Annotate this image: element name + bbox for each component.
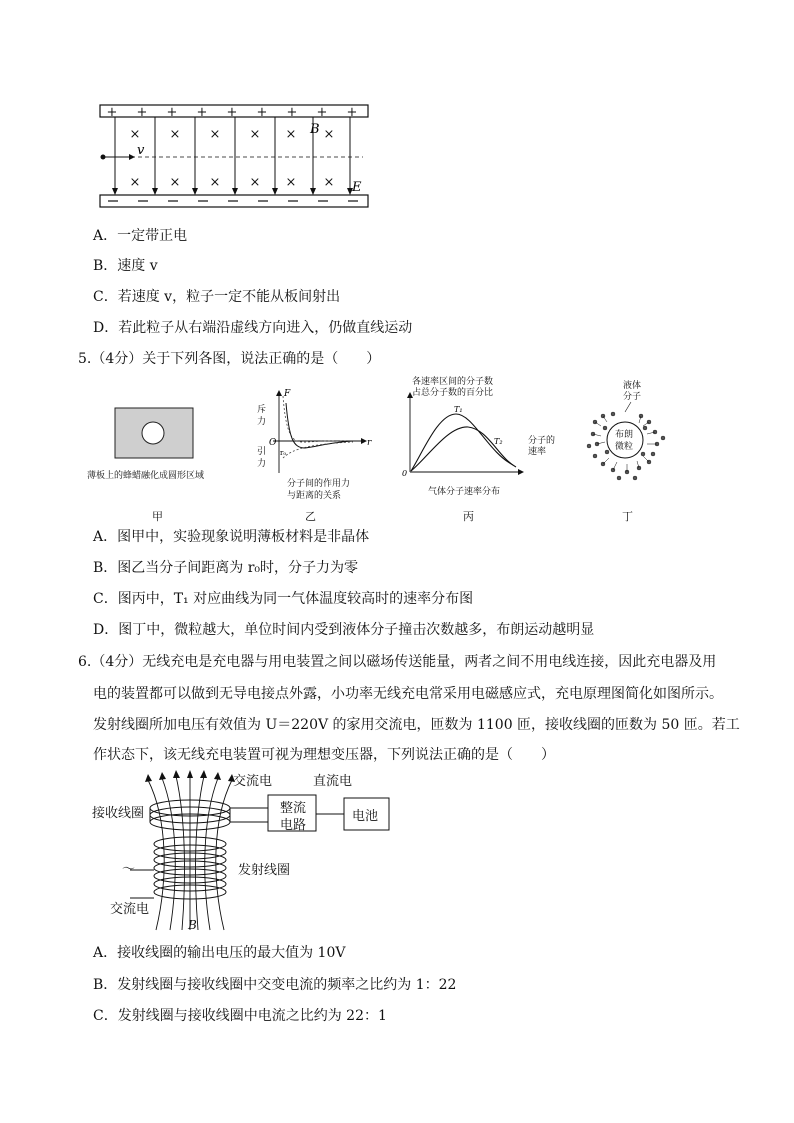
q5-option-a: A．图甲中，实验现象说明薄板材料是非晶体	[93, 529, 370, 545]
fig-bing-x-label2: 速率	[528, 447, 547, 457]
dc-top-label: 直流电	[313, 774, 353, 789]
rectifier-label2: 电路	[280, 818, 307, 833]
q6-option-a: A．接收线圈的输出电压的最大值为 10V	[93, 945, 346, 961]
fig-yi-label: 乙	[305, 510, 316, 523]
svg-text:+: +	[226, 105, 238, 120]
transmit-coil-label: 发射线圈	[238, 863, 291, 878]
ac-tilde: ～	[122, 862, 136, 877]
svg-text:+: +	[106, 105, 118, 120]
q6-stem-line1: 6.（4分）无线充电是充电器与用电装置之间以磁场传送能量，两者之间不用电线连接，因此充电器及用	[78, 654, 717, 670]
fig-ding-label: 丁	[622, 510, 633, 523]
svg-text:+: +	[166, 105, 178, 120]
fig-bing-t2: T₂	[494, 437, 503, 446]
q6-stem-line3: 发射线圈所加电压有效值为 U＝220V 的家用交流电，匝数为 1100 匝，接收线圈的匝数为 50 匝。若工	[93, 717, 740, 733]
q6-stem-line2: 电的装置都可以做到无导电接点外露，小功率无线充电常采用电磁感应式，充电原理图简化如图所示。	[93, 686, 723, 702]
q6-option-b: B．发射线圈与接收线圈中交变电流的频率之比约为 1：22	[93, 977, 457, 993]
fig-yi-caption2: 与距离的关系	[287, 491, 342, 501]
fig-yi-y-label: F	[284, 389, 291, 399]
b-field-label: B	[310, 122, 320, 137]
q4-plates-figure	[95, 100, 375, 212]
q5-option-d: D．图丁中，微粒越大，单位时间内受到液体分子撞击次数越多，布朗运动越明显	[93, 622, 595, 638]
svg-text:×: ×	[129, 127, 141, 142]
svg-text:+: +	[256, 105, 268, 120]
q4-option-d: D．若此粒子从右端沿虚线方向进入，仍做直线运动	[93, 320, 413, 336]
fig-ding-particle2: 微粒	[615, 442, 634, 452]
q4-plates-svg	[95, 100, 375, 212]
svg-text:×: ×	[169, 127, 181, 142]
svg-text:+: +	[346, 105, 358, 120]
fig-bing-y-label1: 各速率区间的分子数	[412, 377, 494, 387]
fig-ding-label1: 液体	[623, 381, 642, 391]
ac-top-label: 交流电	[233, 774, 273, 789]
svg-text:×: ×	[209, 127, 221, 142]
svg-text:+: +	[286, 105, 298, 120]
ac-bottom-label: 交流电	[110, 902, 150, 917]
svg-text:×: ×	[209, 175, 221, 190]
svg-text:+: +	[136, 105, 148, 120]
q5-fig-bing	[398, 372, 573, 502]
q4-option-a: A．一定带正电	[93, 228, 188, 244]
e-field-label: E	[352, 180, 362, 195]
svg-text:+: +	[316, 105, 328, 120]
svg-text:×: ×	[249, 127, 261, 142]
q6-coil-figure	[90, 770, 400, 935]
fig-bing-x-label1: 分子的	[528, 436, 556, 446]
svg-text:×: ×	[249, 175, 261, 190]
q5-option-c: C．图丙中，T₁ 对应曲线为同一气体温度较高时的速率分布图	[93, 591, 474, 607]
svg-text:×: ×	[323, 175, 335, 190]
b-field-label-coil: B	[188, 918, 197, 932]
fig-bing-label: 丙	[463, 510, 474, 523]
fig-yi-caption1: 分子间的作用力	[287, 479, 351, 489]
svg-text:×: ×	[129, 175, 141, 190]
fig-bing-y-label2: 占总分子数的百分比	[412, 388, 494, 398]
q5-stem: 5.（4分）关于下列各图，说法正确的是（ ）	[78, 351, 381, 367]
velocity-label: v	[137, 143, 145, 158]
q6-option-c: C．发射线圈与接收线圈中电流之比约为 22：1	[93, 1008, 387, 1024]
fig-yi-repel: 斥力	[257, 405, 267, 427]
rectifier-label1: 整流	[280, 801, 307, 816]
svg-text:×: ×	[323, 127, 335, 142]
q4-option-b: B．速度 v	[93, 258, 158, 274]
q4-option-c: C．若速度 v，粒子一定不能从板间射出	[93, 289, 341, 305]
fig-ding-label2: 分子	[623, 392, 642, 402]
q6-stem-line4: 作状态下，该无线充电装置可视为理想变压器，下列说法正确的是（ ）	[93, 747, 555, 763]
svg-text:×: ×	[285, 175, 297, 190]
fig-yi-origin: O	[269, 438, 277, 448]
svg-text:×: ×	[285, 127, 297, 142]
q5-fig-yi	[253, 388, 373, 503]
fig-yi-attract: 引力	[257, 447, 267, 469]
fig-jia-label: 甲	[152, 510, 163, 523]
fig-bing-caption: 气体分子速率分布	[428, 487, 501, 497]
fig-ding-particle1: 布朗	[615, 430, 634, 440]
fig-yi-r0: r₀	[280, 449, 287, 457]
fig-jia-caption: 薄板上的蜂蜡融化成圆形区域	[87, 471, 205, 481]
fig-bing-origin: 0	[402, 469, 408, 478]
fig-bing-t1: T₁	[454, 405, 463, 414]
receive-coil-label: 接收线圈	[92, 806, 145, 821]
battery-label: 电池	[352, 809, 379, 824]
fig-yi-x-label: r	[367, 438, 372, 448]
q5-fig-jia	[85, 400, 245, 485]
svg-text:×: ×	[169, 175, 181, 190]
svg-text:+: +	[196, 105, 208, 120]
q5-fig-ding	[583, 378, 673, 488]
q5-option-b: B．图乙当分子间距离为 r₀时，分子力为零	[93, 560, 359, 576]
